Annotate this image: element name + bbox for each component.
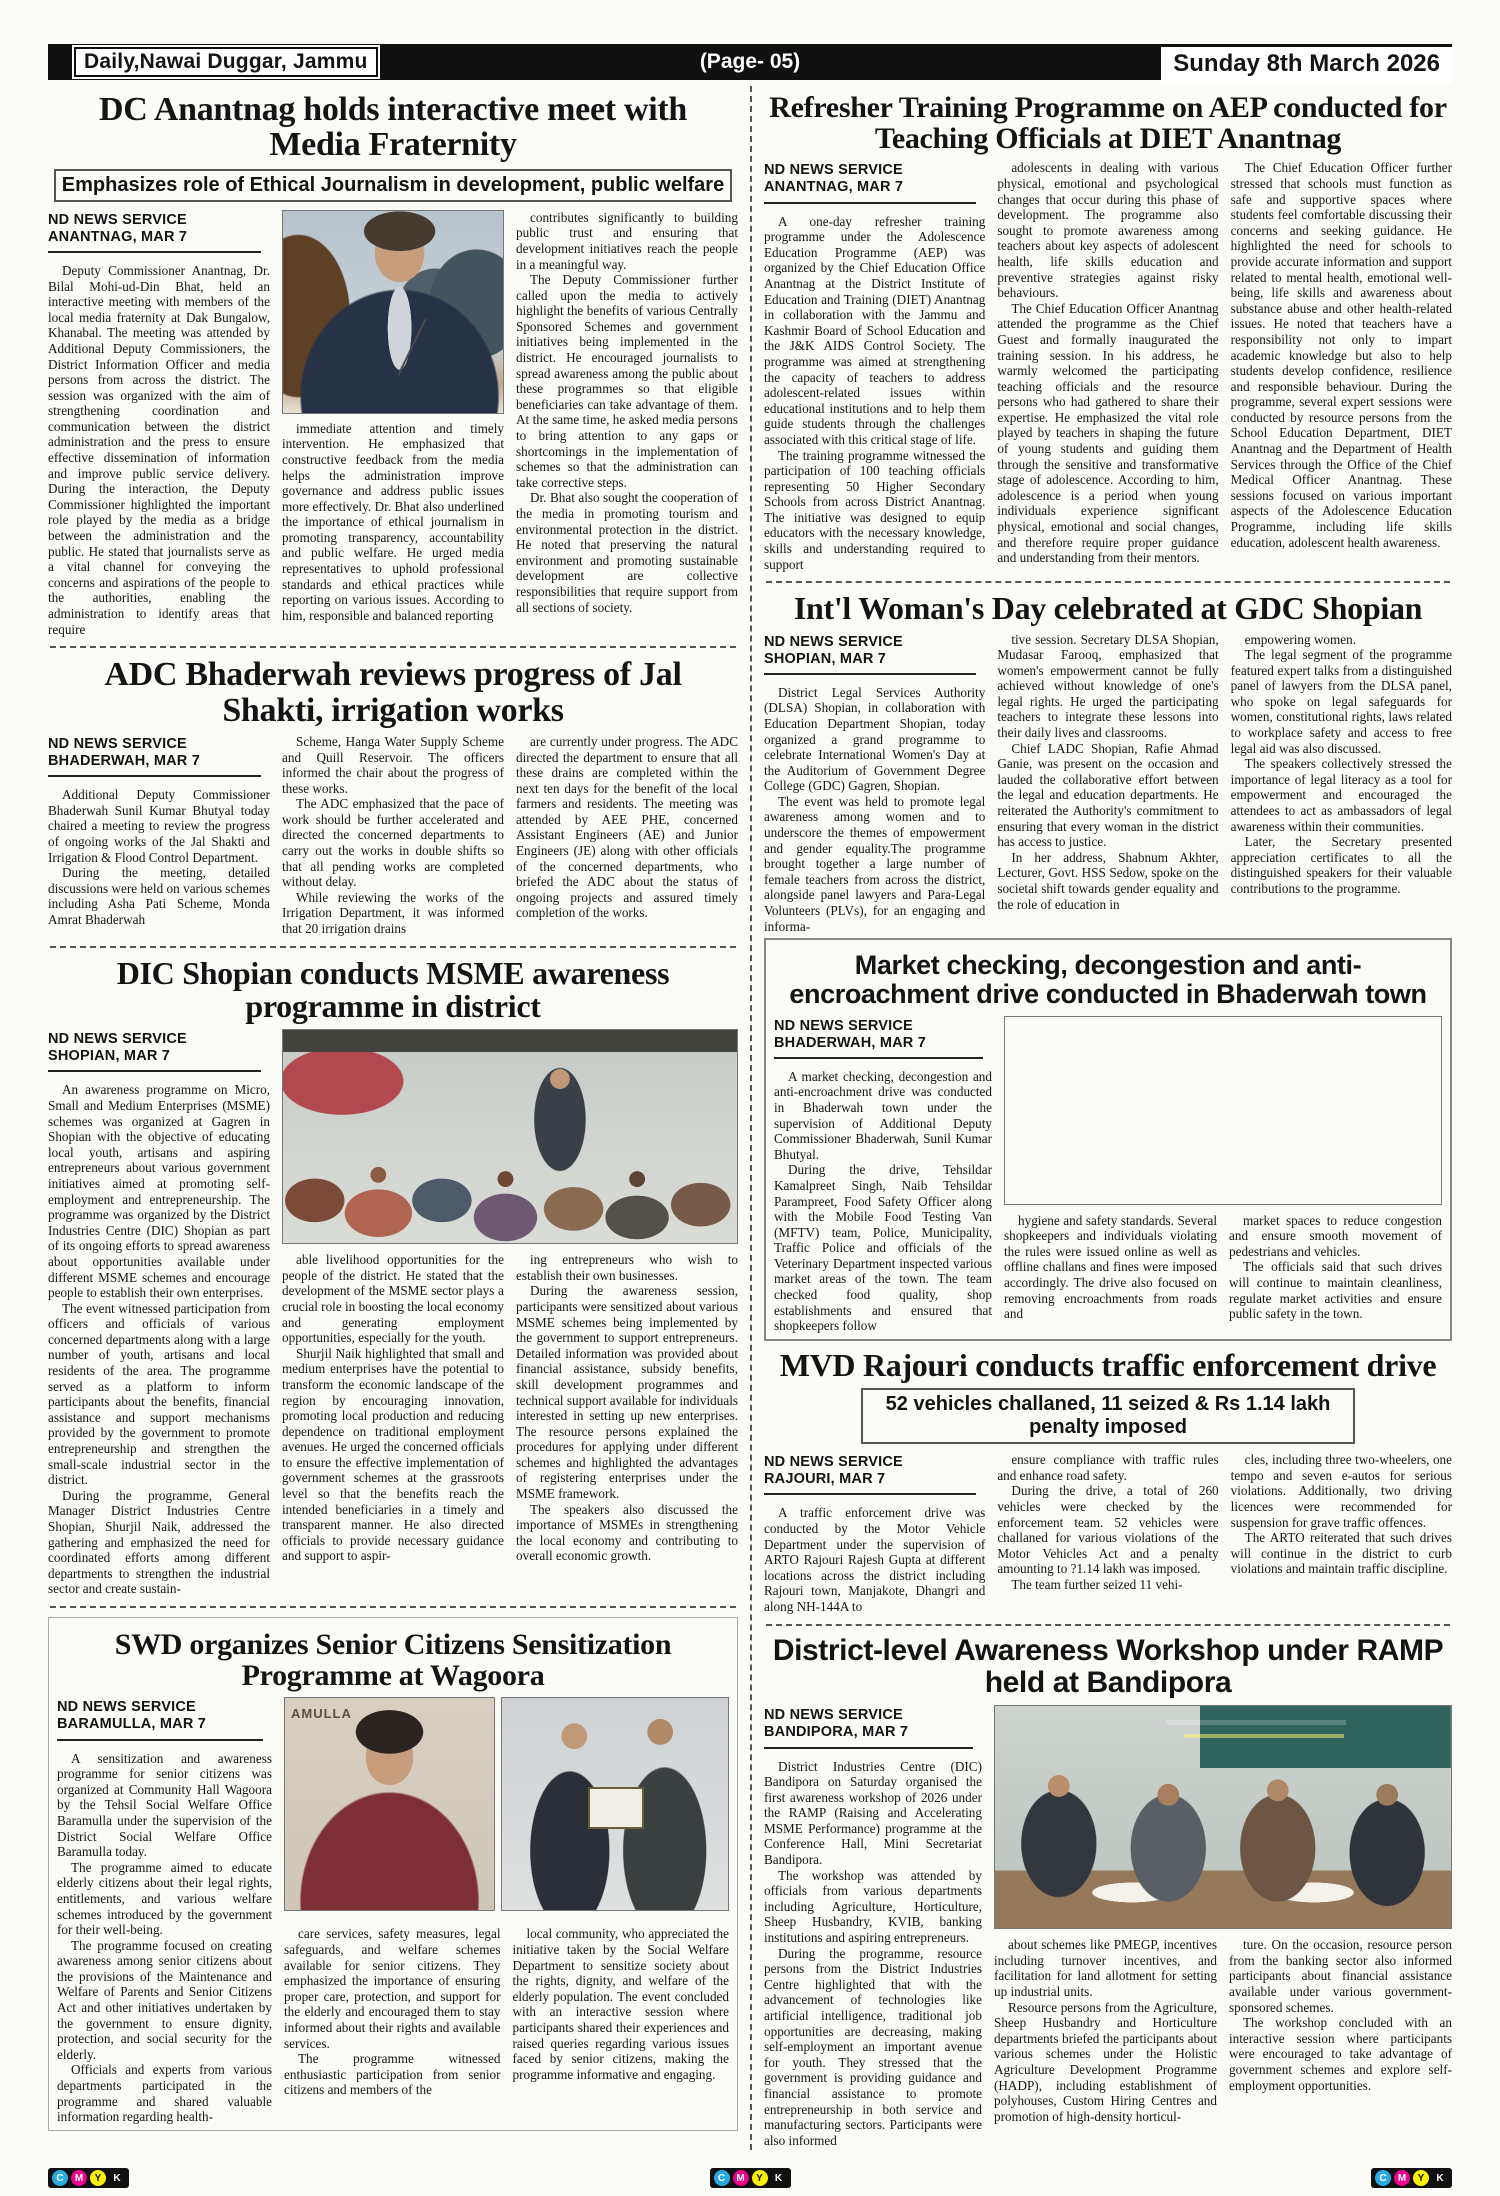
column — [774, 1016, 992, 1334]
column-text — [1231, 1452, 1452, 1577]
cyan-plate-icon: C — [52, 2170, 68, 2186]
cmyk-mark-right — [1371, 2168, 1452, 2188]
article-womans-day — [764, 592, 1452, 934]
column — [1229, 1213, 1442, 1322]
paragraph: are currently under progress. The ADC directed the department to ensure that all these drains are completed within the next ten days for the benefit of the local farmers and residents. The meeting was attended by AEE PHE, concerned Assistant Engineers (AE) and Junior Engineers (JE) along with other officials of the concerned departments, who briefed the ADC about the status of ongoing projects and assured timely completion of the works. — [516, 733, 738, 921]
paragraph: During the drive, a total of 260 vehicles were checked by the enforcement team. 52 vehicles were challaned for various violations of the Motor Vehicles Act and a penalty amounting to ?1.14 lakh was imposed. — [997, 1483, 1219, 1577]
column — [516, 210, 738, 637]
column-text — [282, 1252, 504, 1564]
column-text — [994, 1937, 1217, 2124]
paragraph: able livelihood opportunities for the people of the district. He stated that the development of the MSME sector plays a crucial role in boosting the local economy and generating employment opportunities, especially for the youth. — [282, 1252, 504, 1346]
paragraph: While reviewing the works of the Irrigation Department, it was informed that 20 irrigation drains — [282, 889, 504, 937]
photo-ramp-workshop — [994, 1705, 1452, 1929]
magenta-plate-icon: M — [1394, 2170, 1410, 2186]
page-content — [48, 86, 1452, 2150]
black-plate-icon: K — [109, 2170, 125, 2186]
column — [282, 734, 504, 937]
article-body — [764, 160, 1452, 572]
headline-aep-training: Refresher Training Programme on AEP conducted for Teaching Officials at DIET Anantnag — [769, 91, 1447, 156]
page-number-label: (Page- 05) — [699, 50, 801, 73]
column-text — [1004, 1213, 1217, 1322]
byline-agency: ND NEWS SERVICE — [764, 1454, 903, 1471]
dashed-separator — [50, 1606, 736, 1608]
column-text — [57, 1751, 272, 2125]
byline-dateline: ANANTNAG, MAR 7 — [764, 179, 904, 196]
paragraph: The speakers also discussed the importance of MSMEs in strengthening the local economy and contributing to overall economic growth. — [516, 1501, 738, 1564]
headline-ramp-bandipora: District-level Awareness Workshop under RAMP held at Bandipora — [772, 1633, 1444, 1699]
byline-agency: ND NEWS SERVICE — [48, 735, 187, 752]
paragraph: The team further seized 11 vehi- — [1011, 1576, 1183, 1592]
column — [764, 1705, 982, 2148]
column-wide — [284, 1697, 729, 2124]
byline — [48, 736, 261, 777]
dashed-separator — [50, 646, 736, 648]
paragraph: The workshop concluded with an interactive session where participants were encouraged to take advantage of government schemes and explore self-employment opportunities. — [1229, 2015, 1452, 2093]
paragraph: The programme focused on creating awareness among senior citizens about the provisions of the Maintenance and Welfare of Parents and Senior Citizens Act and other initiatives undertaken by the government to ensure dignity, protection, and social security for the elderly. — [57, 1937, 272, 2062]
column-text — [1231, 632, 1452, 897]
column-text — [997, 160, 1218, 565]
article-body — [48, 1029, 738, 1597]
column — [48, 1029, 270, 1597]
byline-agency: ND NEWS SERVICE — [48, 211, 187, 228]
headline-dic-msme: DIC Shopian conducts MSME awareness programme in district — [116, 954, 670, 1024]
byline-agency: ND NEWS SERVICE — [764, 162, 903, 179]
cyan-plate-icon: C — [714, 2170, 730, 2186]
article-dic-msme — [48, 954, 738, 1597]
byline — [48, 1031, 261, 1072]
column — [997, 160, 1218, 572]
paragraph: An awareness programme on Micro, Small and Medium Enterprises (MSME) schemes was organized at Gagren in Shopian with the objective of educating local youth, artisans and aspiring entrepreneurs about various government initiatives aimed at promoting self-employment and entrepreneurship. The programme was organized by the District Industries Centre (DIC) Shopian as part of its ongoing efforts to spread awareness about opportunities available under different MSME schemes and encourage people to establish their own enterprises. — [48, 1082, 270, 1301]
byline-dateline: BANDIPORA, MAR 7 — [764, 1724, 909, 1741]
byline-agency: ND NEWS SERVICE — [774, 1017, 913, 1034]
dashed-separator — [50, 946, 736, 948]
column-wide — [994, 1705, 1452, 2148]
article-swd-wagoora — [48, 1617, 738, 2131]
yellow-plate-icon: Y — [90, 2170, 106, 2186]
column — [48, 210, 270, 637]
column — [48, 734, 270, 937]
magenta-plate-icon: M — [733, 2170, 749, 2186]
paragraph: Deputy Commissioner Anantnag, Dr. Bilal Mohi-ud-Din Bhat, held an interactive meeting with members of the local media fraternity at Dak Bungalow, Khanabal. The meeting was attended by Additional Deputy Commissioners, the District Information Officer and media persons from across the district. The session was organized with the aim of strengthening coordination and communication between the district administration and the press to ensure effective dissemination of information and improve public service delivery. During the interaction, the Deputy Commissioner highlighted the important role played by the media as a bridge between the administration and the public. He stated that journalists serve as a vital channel for conveying the concerns and aspirations of the people to the authorities, enabling the administration to identify areas that require — [48, 262, 270, 637]
paragraph: Later, the Secretary presented appreciation certificates to all the distinguished speakers for their valuable contributions to the programme. — [1230, 834, 1452, 897]
article-aep-training — [764, 92, 1452, 572]
column-text — [997, 1452, 1218, 1592]
black-plate-icon: K — [1432, 2170, 1448, 2186]
byline-dateline: RAJOURI, MAR 7 — [764, 1471, 886, 1488]
paragraph: The programme witnessed enthusiastic participation from senior citizens and members of the — [284, 2051, 501, 2098]
byline — [774, 1018, 983, 1059]
column-text — [282, 421, 504, 624]
article-mvd-rajouri — [764, 1346, 1452, 1615]
article-body — [764, 632, 1452, 935]
yellow-plate-icon: Y — [752, 2170, 768, 2186]
column — [516, 734, 738, 937]
sub-columns — [284, 1926, 729, 2098]
column-text — [516, 210, 738, 615]
headline-womans-day: Int'l Woman's Day celebrated at GDC Shopian — [793, 590, 1423, 627]
sub-columns — [282, 1252, 738, 1564]
paragraph: Scheme, Hanga Water Supply Scheme and Quill Reservoir. The officers informed the chair about the progress of these works. — [282, 733, 504, 796]
byline — [764, 1454, 976, 1495]
byline — [764, 1707, 973, 1748]
byline-agency: ND NEWS SERVICE — [764, 633, 903, 650]
headline-adc-bhaderwah: ADC Bhaderwah reviews progress of Jal Shakti, irrigation works — [104, 656, 682, 729]
paragraph: local community, who appreciated the initiative taken by the Social Welfare Department to sensitize society about the rights, dignity, and welfare of the elderly population. The event concluded with an interactive session where participants shared their experiences and raised queries regarding various issues faced by senior citizens, making the programme informative and engaging. — [512, 1926, 729, 2082]
article-body — [48, 734, 738, 937]
column-text — [516, 1252, 738, 1564]
cmyk-mark-left — [48, 2168, 129, 2188]
paragraph: The Chief Education Officer further stressed that schools must function as safe and supportive spaces where students feel comfortable discussing their concerns and seeking guidance. He highlighted the need for schools to provide accurate information and support related to mental health, emotional well-being, life skills and awareness about substance abuse and other health-related issues. He noted that teachers have a responsibility not only to impart academic knowledge but also to help students develop confidence, resilience and responsible behaviour. During the programme, several expert sessions were conducted by resource persons from the School Education Department, DIET Anantnag and the Department of Health Services through the Office of the Chief Medical Officer Anantnag. These sessions focused on various important aspects of the Adolescence Education Programme, including life skills education, adolescent health awareness. — [1230, 160, 1452, 550]
paragraph: cles, including three two-wheelers, one tempo and seven e-autos for serious violations. Additionally, two driving licences were recommended for suspension for grave traffic offences. — [1230, 1452, 1452, 1530]
column — [516, 1252, 738, 1564]
photo-dc-meeting — [282, 210, 504, 414]
paragraph: tive session. Secretary DLSA Shopian, Mudasar Farooq, emphasized that women's empowerment cannot be fully achieved without knowledge of one's legal rights. He urged the participating teachers to integrate these lessons into their daily lives and classrooms. — [997, 631, 1219, 741]
column-text — [1231, 160, 1452, 550]
byline-dateline: BHADERWAH, MAR 7 — [48, 753, 200, 770]
left-column-group — [48, 86, 750, 2150]
paragraph: The Chief Education Officer Anantnag attended the programme as the Chief Guest and formally inaugurated the training session. In his address, he warmly welcomed the participating teaching officials and the resource persons who had gathered to share their expertise. He emphasized the vital role played by teachers in shaping the future of young students and guiding them through the sensitive and transformative stage of adolescence. According to him, adolescence is a period when young individuals experience significant physical, emotional and social changes, and therefore require proper guidance and understanding from their mentors. — [997, 300, 1219, 566]
paragraph: ture. On the occasion, resource person from the banking sector also informed participants about financial assistance available under various government-sponsored schemes. — [1229, 1937, 1452, 2015]
photo-market-inspection — [1004, 1016, 1442, 1205]
column — [994, 1937, 1217, 2124]
article-body — [774, 1016, 1442, 1334]
yellow-plate-icon: Y — [1413, 2170, 1429, 2186]
column — [997, 632, 1218, 935]
paragraph: The ADC emphasized that the pace of work should be further accelerated and directed the concerned departments to carry out the works in double shifts so that all pending works are completed without delay. — [282, 796, 504, 890]
paragraph: hygiene and safety standards. Several shopkeepers and individuals violating the rules were issued online as well as offline challans and fines were imposed accordingly. The drive also focused on removing encroachments from roads and — [1004, 1212, 1217, 1322]
paragraph: Dr. Bhat also sought the cooperation of the media in promoting tourism and environmental protection in the district. He noted that preserving the natural environment and promoting sustainable development are collective responsibilities that require support from all sections of society. — [516, 490, 738, 615]
article-ramp-bandipora — [764, 1635, 1452, 2149]
column-text — [48, 1082, 270, 1597]
column-text — [764, 1505, 985, 1614]
headline-mvd-rajouri: MVD Rajouri conducts traffic enforcement drive — [779, 1346, 1437, 1383]
paragraph: During the drive, Tehsildar Kamalpreet Singh, Naib Tehsildar Parampreet, Food Safety Officer along with the Mobile Food Testing Van (MFTV) team, Police, Municipality, Traffic Police and officials of the Veterinary Department inspected various market areas of the town. The team checked food quality, shop establishments and ensured that shopkeepers follow — [774, 1162, 992, 1334]
column-wide — [1004, 1016, 1442, 1334]
column-text — [764, 214, 985, 573]
column — [513, 1926, 730, 2098]
headline-swd-wagoora: SWD organizes Senior Citizens Sensitization Programme at Wagoora — [114, 1627, 672, 1693]
column — [1231, 1452, 1452, 1614]
article-body — [764, 1452, 1452, 1614]
photo-certificate-presentation — [501, 1697, 729, 1911]
paragraph: Additional Deputy Commissioner Bhaderwah Sunil Kumar Bhutyal today chaired a meeting to review the progress of ongoing works of the Jal Shakti and Irrigation & Flood Control Department. — [48, 787, 270, 865]
paragraph: Chief LADC Shopian, Rafie Ahmad Ganie, was present on the occasion and lauded the collaborative effort between the legal and education departments. He reiterated the Authority's commitment to ensuring that every woman in the district has access to justice. — [997, 740, 1219, 850]
paragraph: The ARTO reiterated that such drives will continue in the district to curb violations and maintain traffic discipline. — [1230, 1530, 1452, 1577]
masthead: Daily,Nawai Duggar, Jammu — [74, 47, 378, 77]
paragraph: about schemes like PMEGP, incentives including turnover incentives, and facilitation for land allotment for setting up industrial units. — [994, 1937, 1217, 2000]
photo-banner-text: AMULLA — [291, 1706, 352, 1722]
paragraph: Officials and experts from various departments participated in the programme and shared valuable information regarding health- — [57, 2062, 272, 2125]
article-body — [48, 210, 738, 637]
byline-agency: ND NEWS SERVICE — [48, 1031, 187, 1048]
column — [764, 160, 985, 572]
photo-msme-programme — [282, 1029, 738, 1244]
photo-row — [284, 1697, 729, 1918]
paragraph: The Deputy Commissioner further called upon the media to actively highlight the benefits of various Centrally Sponsored Schemes and government initiatives being implemented in the district. He encouraged journalists to spread awareness among the public about these programmes so that eligible beneficiaries can take advantage of them. At the same time, he asked media persons to bring attention to any gaps or shortcomings in the implementation of schemes so that the administration can take corrective steps. — [516, 272, 738, 490]
headline-market-drive: Market checking, decongestion and anti-encroachment drive conducted in Bhaderwah town — [789, 950, 1427, 1010]
column — [997, 1452, 1218, 1614]
paragraph: Resource persons from the Agriculture, Sheep Husbandry and Horticulture departments briefed the participants about various schemes under the Holistic Agriculture Development Programme (HADP), including establishment of polyhouses, Custom Hiring Centres and promotion of high-density horticul- — [994, 1999, 1217, 2124]
cmyk-mark-center — [710, 2168, 791, 2188]
photo-senior-citizen-woman — [284, 1697, 495, 1911]
column-text — [774, 1069, 992, 1334]
paragraph: During the meeting, detailed discussions were held on various schemes including Asha Pati Scheme, Monda Amrat Bhaderwah — [48, 865, 270, 927]
paragraph: ing entrepreneurs who wish to establish their own businesses. — [516, 1252, 738, 1283]
cyan-plate-icon: C — [1375, 2170, 1391, 2186]
column — [1229, 1937, 1452, 2124]
column-text — [516, 734, 738, 921]
subhead-dc-media: Emphasizes role of Ethical Journalism in development, public welfare — [54, 169, 732, 202]
column-text — [282, 734, 504, 937]
paragraph: The legal segment of the programme featured expert talks from a distinguished panel of lawyers from the DLSA panel, who spoke on legal safeguards for women, constitutional rights, laws related to workplace safety and access to free legal aid was also discussed. — [1230, 647, 1452, 756]
page-header — [48, 44, 1452, 80]
column — [1231, 632, 1452, 935]
article-body — [764, 1705, 1452, 2148]
column-text — [1229, 1937, 1452, 2093]
column-text — [997, 632, 1218, 913]
paragraph: District Industries Centre (DIC) Bandipora on Saturday organised the first awareness workshop of 2026 under the RAMP (Raising and Accelerating MSME Performance) programme at the Conference Hall, Mini Secretariat Bandipora. — [764, 1758, 982, 1868]
byline-dateline: ANANTNAG, MAR 7 — [48, 228, 188, 245]
headline-dc-media: DC Anantnag holds interactive meet with Media Fraternity — [99, 91, 687, 164]
byline-dateline: BHADERWAH, MAR 7 — [774, 1034, 926, 1051]
paragraph: market spaces to reduce congestion and ensure smooth movement of pedestrians and vehicles. — [1229, 1212, 1442, 1259]
paragraph: The event witnessed participation from officers and officials of various concerned departments along with a large number of youth, artisans and local residents of the area. The programme served as a platform to inform participants about the benefits, financial assistance and support mechanisms provided by the government to promote entrepreneurship and strengthen the small-scale industrial sector in the district. — [48, 1300, 270, 1488]
column — [282, 210, 504, 637]
byline-agency: ND NEWS SERVICE — [764, 1707, 903, 1724]
paragraph: During the awareness session, participants were sensitized about various MSME schemes being implemented by the government to support entrepreneurs. Detailed information was provided about financial assistance, subsidy benefits, skill development programmes and technical support available for individuals interested in setting up new enterprises. The resource persons explained the procedures for applying under different schemes and highlighted the advantages of registering enterprises under the MSME framework. — [516, 1283, 738, 1502]
byline-dateline: SHOPIAN, MAR 7 — [48, 1048, 171, 1065]
column-wide — [282, 1029, 738, 1597]
paragraph: District Legal Services Authority (DLSA) Shopian, in collaboration with Education Department Shopian, today organized a grand programme to celebrate International Women's Day at the Auditorium of Government Degree College (GDC) Gagren, Shopian. — [764, 684, 986, 794]
paragraph: The event was held to promote legal awareness among women and to underscore the themes of empowerment and gender equality.The programme brought together a large number of female teachers from across the district, alongside panel lawyers and Para-Legal Volunteers (PLVs), for an engaging and informa- — [764, 793, 986, 934]
paragraph: The officials said that such drives will continue to maintain cleanliness, regulate market activities and ensure public safety in the town. — [1229, 1259, 1442, 1322]
column-text — [513, 1926, 730, 2082]
byline — [57, 1699, 263, 1740]
paragraph: A one-day refresher training programme under the Adolescence Education Programme (AEP) was organized by the Chief Education Office Anantnag at the District Institute of Education and Training (DIET) Anantnag in collaboration with the Jammu and Kashmir Board of School Education and the J&K AIDS Control Society. The programme was aimed at strengthening the capacity of teachers to address adolescent-related issues within educational institutions and to help them guide students through the challenges associated with this critical stage of life. — [764, 213, 986, 447]
column-text — [284, 1926, 501, 2098]
sub-columns — [1004, 1213, 1442, 1322]
column — [764, 632, 985, 935]
column-text — [764, 1759, 982, 2149]
byline — [48, 212, 261, 253]
paragraph: immediate attention and timely intervention. He emphasized that constructive feedback from the media helps the administration improve governance and address public issues more effectively. Dr. Bhat also underlined the importance of ethical journalism in promoting transparency, accountability and public welfare. He urged media representatives to uphold professional standards and ethical practices while reporting on various issues. According to him, responsible and balanced reporting — [282, 420, 504, 623]
sub-columns — [994, 1937, 1452, 2124]
article-adc-bhaderwah — [48, 657, 738, 936]
black-plate-icon: K — [771, 2170, 787, 2186]
paragraph: care services, safety measures, legal safeguards, and welfare schemes available for senior citizens. They emphasized the importance of ensuring proper care, protection, and support for the elderly and encouraged them to stay informed about their rights and available services. — [284, 1926, 501, 2051]
paragraph: The programme aimed to educate elderly citizens about their legal rights, entitlements, and various welfare schemes introduced by the government for their well-being. — [57, 1859, 272, 1938]
paragraph: In her address, Shabnum Akhter, Lecturer, Govt. HSS Sedow, spoke on the societal shift towards gender equality and the role of education in — [997, 849, 1219, 912]
article-dc-media-meet — [48, 92, 738, 637]
issue-date: Sunday 8th March 2026 — [1161, 47, 1452, 84]
paragraph: contributes significantly to building public trust and ensuring that development initiatives reach the people in a meaningful way. — [516, 209, 738, 272]
paragraph: The workshop was attended by officials from various departments including Agriculture, Horticulture, Sheep Husbandry, KVIB, banking institutions and aspiring entrepreneurs. — [764, 1867, 982, 1946]
subhead-mvd-rajouri: 52 vehicles challaned, 11 seized & Rs 1.14 lakh penalty imposed — [861, 1388, 1355, 1444]
column — [764, 1452, 985, 1614]
column-text — [764, 685, 985, 935]
print-registration-marks — [48, 2168, 1452, 2188]
byline-agency: ND NEWS SERVICE — [57, 1699, 196, 1716]
column — [284, 1926, 501, 2098]
paragraph: The speakers collectively stressed the importance of legal literacy as a tool for empowerment and encouraged the attendees to act as ambassadors of legal awareness within their communities. — [1230, 756, 1452, 834]
right-column-group — [750, 86, 1452, 2150]
dashed-separator — [766, 581, 1450, 583]
paragraph: Shurjil Naik highlighted that small and medium enterprises have the potential to transform the economic landscape of the region by encouraging innovation, promoting local production and reducing dependence on traditional employment avenues. He urged the concerned officials to ensure the effective implementation of government schemes at the grassroots level so that the benefits reach the intended beneficiaries in a timely and transparent manner. He also directed officials to provide necessary guidance and support to aspir- — [282, 1345, 504, 1564]
byline — [764, 634, 976, 675]
paragraph: During the programme, General Manager District Industries Centre Shopian, Shurjil Naik, addressed the gathering and emphasized the need for coordinated efforts among different departments to strengthen the industrial sector and create sustain- — [48, 1487, 270, 1597]
dashed-separator — [766, 1624, 1450, 1626]
column — [57, 1697, 272, 2124]
paragraph: A market checking, decongestion and anti-encroachment drive was conducted in Bhaderwah town under the supervision of Additional Deputy Commissioner Bhaderwah, Sunil Kumar Bhutyal. — [774, 1068, 992, 1162]
paragraph: The training programme witnessed the participation of 100 teaching officials representing 50 Higher Secondary Schools from across District Anantnag. The initiative was designed to equip educators with the necessary knowledge, skills and understanding required to support — [764, 447, 986, 572]
paragraph: ensure compliance with traffic rules and enhance road safety. — [997, 1452, 1219, 1483]
column — [1231, 160, 1452, 572]
article-body — [57, 1697, 729, 2124]
byline-dateline: BARAMULLA, MAR 7 — [57, 1716, 206, 1733]
magenta-plate-icon: M — [71, 2170, 87, 2186]
article-market-drive — [764, 938, 1452, 1341]
column-text — [48, 787, 270, 927]
byline-dateline: SHOPIAN, MAR 7 — [764, 650, 887, 667]
paragraph: A traffic enforcement drive was conducted by the Motor Vehicle Department under the supervision of ARTO Rajouri Rajesh Gupta at different locations across the district including Rajouri town, Manjakote, Dhangri and along NH-144A to — [764, 1505, 986, 1614]
paragraph: empowering women. — [1244, 631, 1356, 647]
column — [1004, 1213, 1217, 1322]
column-text — [1229, 1213, 1442, 1322]
column — [282, 1252, 504, 1564]
paragraph: During the programme, resource persons from the District Industries Centre highlighted that with the advancement of technologies like artificial intelligence, traditional job opportunities are decreasing, making self-employment an important avenue for youth. They stressed that the government is providing guidance and financial assistance to promote entrepreneurship in both service and manufacturing sectors. Participants were also informed — [764, 1945, 982, 2148]
paragraph: A sensitization and awareness programme for senior citizens was organized at Community Hall Wagoora by the Tehsil Social Welfare Office Baramulla under the supervision of the District Social Welfare Office Baramulla today. — [57, 1750, 272, 1860]
column-text — [48, 263, 270, 637]
paragraph: adolescents in dealing with various physical, emotional and psychological changes that occur during this phase of development. The programme also sought to promote awareness among teachers about key aspects of adolescent health, life skills education and preventive strategies against risky behaviours. — [997, 160, 1219, 301]
byline — [764, 162, 976, 203]
